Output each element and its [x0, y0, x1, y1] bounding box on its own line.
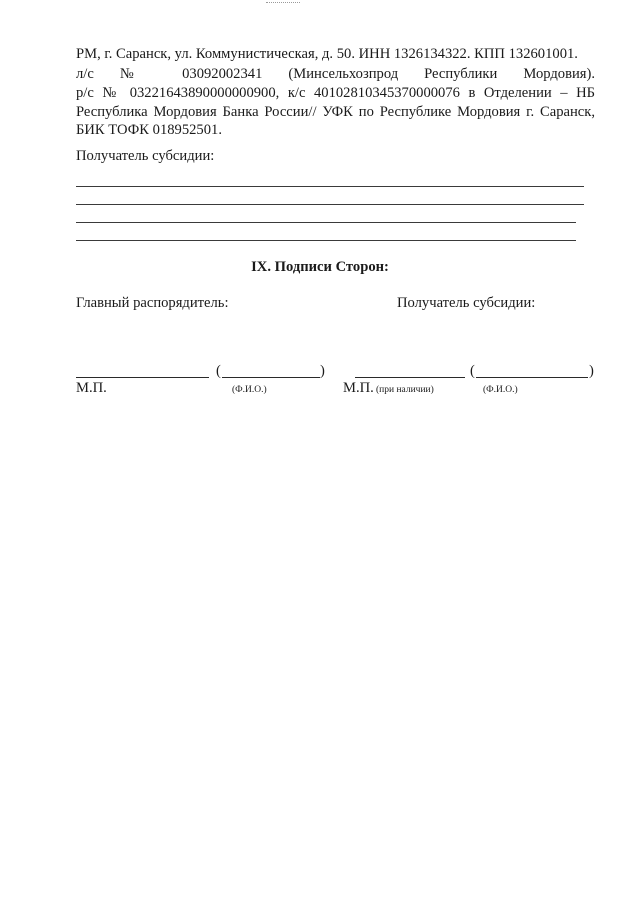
left-open-paren: ( [216, 363, 221, 379]
right-stamp-label: М.П. [343, 380, 374, 396]
left-close-paren: ) [320, 363, 325, 379]
right-fio-label: (Ф.И.О.) [483, 385, 518, 395]
left-fio-label: (Ф.И.О.) [232, 385, 267, 395]
requisites-line-1: РМ, г. Саранск, ул. Коммунистическая, д. 50. ИНН 1326134322. КПП 132601001. [76, 46, 578, 62]
right-stamp-note: (при наличии) [376, 385, 434, 395]
requisites-line-3: р/с № 03221643890000000900, к/с 40102810345370000076 в Отделении – НБ [76, 85, 595, 101]
right-party-label: Получатель субсидии: [397, 295, 536, 311]
scan-mark [266, 2, 300, 3]
requisites-line-2: л/с № 03092002341 (Минсельхозпрод Республики Мордовия). [76, 66, 595, 82]
right-signature-line [355, 377, 465, 378]
requisites-line-5: БИК ТОФК 018952501. [76, 122, 222, 138]
right-open-paren: ( [470, 363, 475, 379]
left-fio-line [222, 377, 320, 378]
recipient-blank-line [76, 186, 584, 187]
left-stamp-label: М.П. [76, 380, 107, 396]
recipient-blank-line [76, 204, 584, 205]
left-signature-line [76, 377, 209, 378]
left-party-label: Главный распорядитель: [76, 295, 229, 311]
right-fio-line [476, 377, 588, 378]
right-close-paren: ) [589, 363, 594, 379]
section-title: IX. Подписи Сторон: [251, 259, 389, 275]
recipient-blank-line [76, 222, 576, 223]
requisites-line-4: Республика Мордовия Банка России// УФК по Республике Мордовия г. Саранск, [76, 104, 595, 120]
recipient-blank-line [76, 240, 576, 241]
recipient-label: Получатель субсидии: [76, 148, 215, 164]
